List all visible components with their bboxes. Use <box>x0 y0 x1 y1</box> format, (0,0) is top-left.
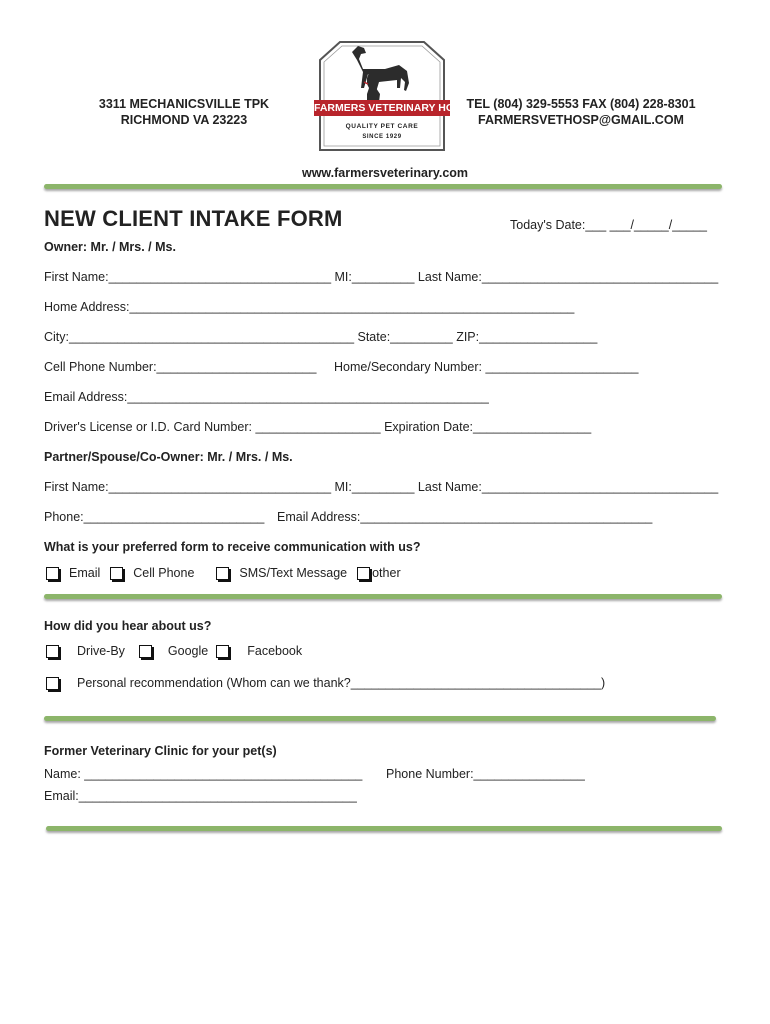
former-clinic-heading: Former Veterinary Clinic for your pet(s) <box>44 744 277 758</box>
referral-personal-option[interactable] <box>46 676 605 690</box>
clinic-address <box>86 96 282 128</box>
option-email[interactable]: Email <box>46 566 100 580</box>
partner-email-field[interactable]: Email Address:__________________________________________ <box>277 510 653 524</box>
checkbox-icon[interactable] <box>46 645 59 658</box>
clinic-logo <box>312 38 491 165</box>
dog-cat-logo-icon <box>312 38 491 160</box>
logo-tagline: QUALITY PET CARE <box>345 123 419 130</box>
checkbox-icon[interactable] <box>110 567 123 580</box>
checkbox-icon[interactable] <box>46 677 59 690</box>
clinic-email: FARMERSVETHOSP@GMAIL.COM <box>478 113 684 127</box>
owner-city-state-zip-fields[interactable]: City:_________________________________________ State:_________ ZIP:_________________ <box>44 330 598 344</box>
owner-heading: Owner: Mr. / Mrs. / Ms. <box>44 240 176 254</box>
owner-home-phone-field[interactable]: Home/Secondary Number: ______________________ <box>334 360 639 374</box>
option-cell-phone[interactable]: Cell Phone <box>110 566 194 580</box>
todays-date-field[interactable]: Today's Date:___ ___/_____/_____ <box>510 218 707 232</box>
referral-question: How did you hear about us? <box>44 619 212 633</box>
checkbox-icon[interactable] <box>357 567 370 580</box>
checkbox-icon[interactable] <box>216 567 229 580</box>
owner-name-fields[interactable]: First Name:________________________________ MI:_________ Last Name:__________________________________ <box>44 270 719 284</box>
former-clinic-name-field[interactable]: Name: ________________________________________ <box>44 767 363 781</box>
divider-rule <box>46 826 722 831</box>
option-sms[interactable]: SMS/Text Message <box>216 566 347 580</box>
phone-fax-line: TEL (804) 329-5553 FAX (804) 228-8301 <box>466 97 696 111</box>
clinic-contact <box>456 96 706 128</box>
logo-since: SINCE 1929 <box>362 134 402 140</box>
former-clinic-phone-field[interactable]: Phone Number:________________ <box>386 767 585 781</box>
communication-question: What is your preferred form to receive communication with us? <box>44 540 421 554</box>
clinic-website: www.farmersveterinary.com <box>301 166 469 180</box>
checkbox-icon[interactable] <box>216 645 229 658</box>
partner-heading: Partner/Spouse/Co-Owner: Mr. / Mrs. / Ms. <box>44 450 293 464</box>
form-title: NEW CLIENT INTAKE FORM <box>44 206 343 231</box>
referral-options <box>46 644 312 658</box>
owner-cell-phone-field[interactable]: Cell Phone Number:_______________________ <box>44 360 317 374</box>
communication-options <box>46 566 411 580</box>
address-line-2: RICHMOND VA 23223 <box>120 113 248 127</box>
divider-rule <box>44 716 716 721</box>
checkbox-icon[interactable] <box>139 645 152 658</box>
option-google[interactable]: Google <box>139 644 208 658</box>
owner-home-address-field[interactable]: Home Address:________________________________________________________________ <box>44 300 575 314</box>
personal-recommendation-field[interactable]: Personal recommendation (Whom can we thank?____________________________________) <box>77 676 606 690</box>
divider-rule <box>44 594 722 599</box>
option-drive-by[interactable]: Drive-By <box>46 644 125 658</box>
partner-phone-field[interactable]: Phone:__________________________ <box>44 510 265 524</box>
former-clinic-email-field[interactable]: Email:________________________________________ <box>44 789 357 803</box>
option-facebook[interactable]: Facebook <box>216 644 302 658</box>
divider-rule <box>44 184 722 189</box>
option-other[interactable]: other <box>357 566 401 580</box>
address-line-1: 3311 MECHANICSVILLE TPK <box>98 97 270 111</box>
logo-name: FARMERS VETERINARY HOSPITAL <box>314 102 491 114</box>
partner-name-fields[interactable]: First Name:________________________________ MI:_________ Last Name:__________________________________ <box>44 480 719 494</box>
owner-license-fields[interactable]: Driver's License or I.D. Card Number: __________________ Expiration Date:_________________ <box>44 420 592 434</box>
checkbox-icon[interactable] <box>46 567 59 580</box>
owner-email-field[interactable]: Email Address:____________________________________________________ <box>44 390 489 404</box>
